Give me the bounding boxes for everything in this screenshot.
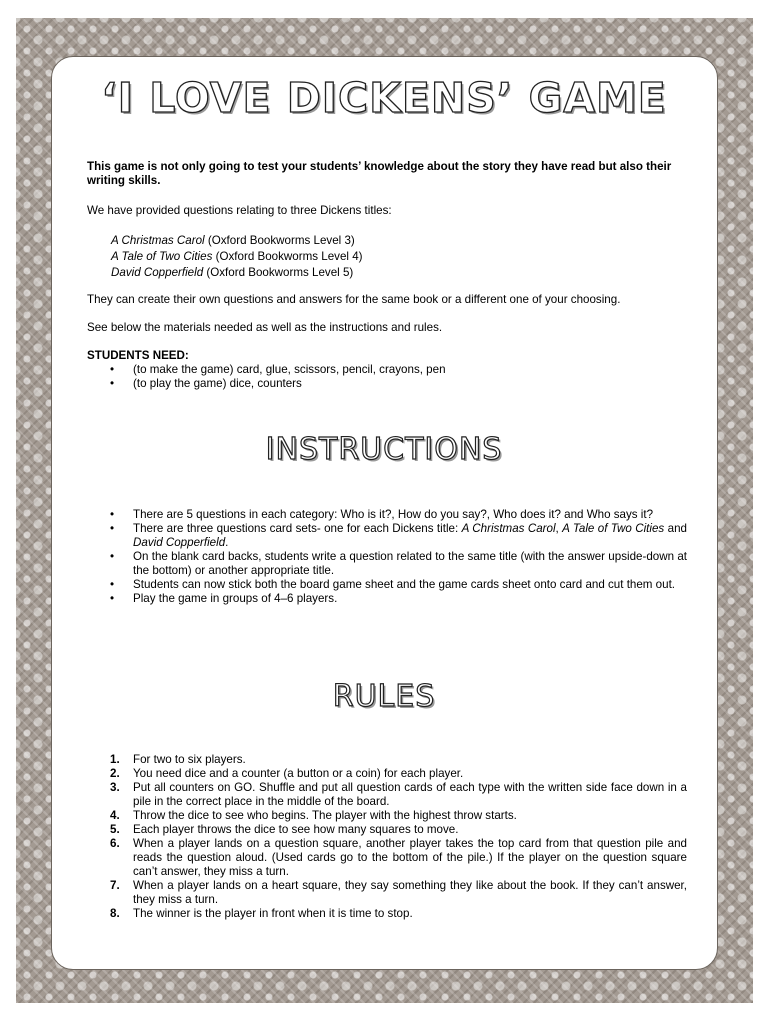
list-item: • On the blank card backs, students write a question related to the same title (with the answer upside-down at the bottom) or another appropriate title. [87, 550, 687, 578]
instructions-heading: INSTRUCTIONS [265, 432, 503, 467]
book-level: (Oxford Bookworms Level 4) [212, 250, 363, 263]
list-item: • (to play the game) dice, counters [87, 377, 687, 391]
book-title: A Tale of Two Cities [111, 250, 213, 263]
rules-heading: RULES [332, 679, 436, 714]
create-own-paragraph: They can create their own questions and answers for the same book or a different one of your choosing. [87, 293, 621, 306]
instructions-list [87, 508, 687, 606]
intro-paragraph: This game is not only going to test your students’ knowledge about the story they have read but also their writing skills. [87, 160, 672, 187]
rule-item: 3. Put all counters on GO. Shuffle and put all question cards of each type with the written side face down in a pile in the correct place in the middle of the board. [110, 781, 687, 808]
students-need-list [87, 363, 687, 391]
list-item: • There are 5 questions in each category: Who is it?, How do you say?, Who does it? and Who says it? [87, 508, 687, 522]
list-item: • Students can now stick both the board game sheet and the game cards sheet onto card and cut them out. [87, 578, 687, 592]
title-item [111, 249, 671, 265]
list-item: • (to make the game) card, glue, scissors, pencil, crayons, pen [87, 363, 687, 377]
title-item [111, 233, 671, 249]
see-below-paragraph: See below the materials needed as well as the instructions and rules. [87, 321, 443, 334]
list-item: • Play the game in groups of 4–6 players. [87, 592, 687, 606]
rule-item: 2. You need dice and a counter (a button or a coin) for each player. [110, 767, 464, 780]
rules-list [87, 753, 687, 921]
book-level: (Oxford Bookworms Level 5) [203, 266, 354, 279]
rule-item: 6. When a player lands on a question square, another player takes the top card from that question pile and reads the question aloud. (Used cards go to the bottom of the pile.) If the player on the question square can’t answer, they miss a turn. [110, 837, 687, 878]
rule-item: 8. The winner is the player in front when it is time to stop. [110, 907, 413, 920]
rule-item: 7. When a player lands on a heart square, they say something they like about the book. If they can’t answer, they miss a turn. [110, 879, 687, 906]
page-title: ‘I LOVE DICKENS’ GAME [101, 74, 667, 122]
provided-paragraph: We have provided questions relating to three Dickens titles: [87, 204, 392, 217]
book-title: A Christmas Carol [111, 234, 205, 247]
rule-item: 1. For two to six players. [110, 753, 246, 766]
list-item: • There are three questions card sets- one for each Dickens title: A Christmas Carol, A Tale of Two Cities and David Copperfield. [87, 522, 687, 550]
rule-item: 5. Each player throws the dice to see how many squares to move. [110, 823, 459, 836]
book-title: David Copperfield [111, 266, 204, 279]
book-level: (Oxford Bookworms Level 3) [204, 234, 355, 247]
dickens-titles-list [111, 233, 671, 281]
title-item [111, 265, 671, 281]
rule-item: 4. Throw the dice to see who begins. The player with the highest throw starts. [110, 809, 517, 822]
students-need-heading: STUDENTS NEED: [87, 349, 189, 362]
